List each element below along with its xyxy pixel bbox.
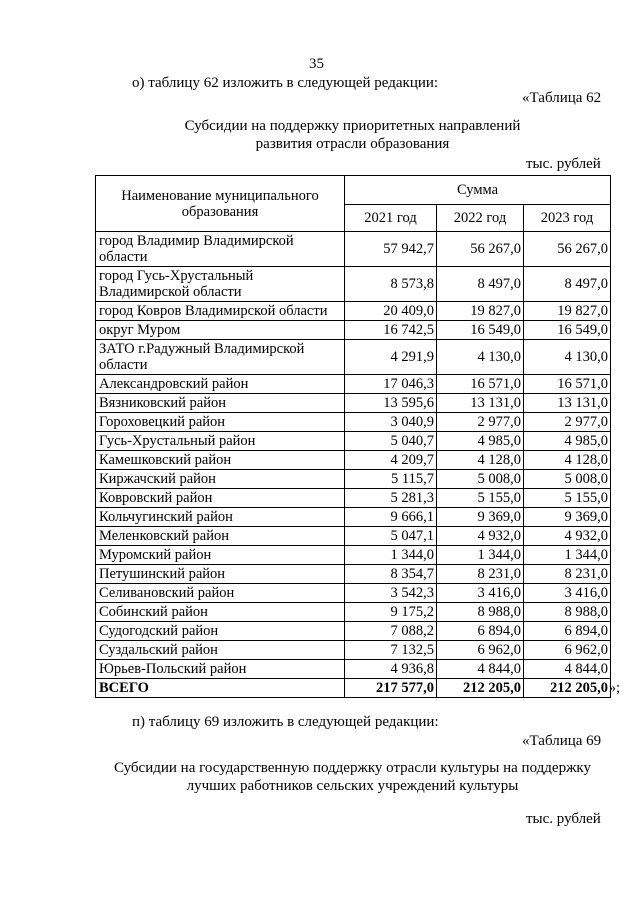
row-value-2022: 5 155,0 (437, 489, 524, 508)
row-value-2021: 5 040,7 (345, 432, 437, 451)
table-row (96, 413, 611, 432)
row-value-2023: 8 988,0 (524, 603, 611, 622)
row-value-2021: 9 666,1 (345, 508, 437, 527)
instruction-o: о) таблицу 62 изложить в следующей редакции: (132, 75, 439, 91)
table-row (96, 432, 611, 451)
row-value-2023: 4 844,0 (524, 660, 611, 679)
page-number: 35 (309, 56, 324, 72)
row-value-2022: 3 416,0 (437, 584, 524, 603)
row-value-2022: 4 128,0 (437, 451, 524, 470)
row-value-2023: 1 344,0 (524, 546, 611, 565)
header-name-col: Наименование муниципального образования (96, 176, 345, 232)
row-value-2021: 4 209,7 (345, 451, 437, 470)
row-name: город Гусь-Хрустальный Владимирской области (96, 267, 345, 302)
row-value-2021: 57 942,7 (345, 232, 437, 267)
row-value-2021: 3 040,9 (345, 413, 437, 432)
row-name: Киржачский район (96, 470, 345, 489)
row-value-2023: 5 008,0 (524, 470, 611, 489)
row-value-2022: 4 844,0 (437, 660, 524, 679)
row-value-2021: 9 175,2 (345, 603, 437, 622)
row-name: Гороховецкий район (96, 413, 345, 432)
row-value-2023: 2 977,0 (524, 413, 611, 432)
total-row (96, 679, 611, 698)
row-value-2022: 4 130,0 (437, 340, 524, 375)
row-name: Ковровский район (96, 489, 345, 508)
row-value-2023: 6 962,0 (524, 641, 611, 660)
table-row (96, 302, 611, 321)
row-value-2022: 56 267,0 (437, 232, 524, 267)
table-row (96, 641, 611, 660)
row-value-2022: 5 008,0 (437, 470, 524, 489)
row-value-2022: 16 571,0 (437, 375, 524, 394)
row-name: Камешковский район (96, 451, 345, 470)
row-name: Меленковский район (96, 527, 345, 546)
table-62-units: тыс. рублей (526, 156, 601, 172)
table-69-title-line1: Субсидии на государственную поддержку отрасли культуры на поддержку (113, 760, 592, 776)
row-value-2022: 16 549,0 (437, 321, 524, 340)
row-value-2022: 2 977,0 (437, 413, 524, 432)
row-value-2023: 8 231,0 (524, 565, 611, 584)
table-row (96, 267, 611, 302)
row-value-2023: 4 130,0 (524, 340, 611, 375)
row-value-2021: 4 291,9 (345, 340, 437, 375)
table-row (96, 470, 611, 489)
table-row (96, 565, 611, 584)
row-name: ЗАТО г.Радужный Владимирской области (96, 340, 345, 375)
row-name: Александровский район (96, 375, 345, 394)
row-name: город Ковров Владимирской области (96, 302, 345, 321)
row-value-2022: 13 131,0 (437, 394, 524, 413)
row-value-2023: 19 827,0 (524, 302, 611, 321)
row-name: Муромский район (96, 546, 345, 565)
row-name: округ Муром (96, 321, 345, 340)
row-name: Селивановский район (96, 584, 345, 603)
row-value-2022: 4 985,0 (437, 432, 524, 451)
row-value-2022: 8 497,0 (437, 267, 524, 302)
row-name: город Владимир Владимирской области (96, 232, 345, 267)
row-value-2023: 16 571,0 (524, 375, 611, 394)
row-value-2023: 9 369,0 (524, 508, 611, 527)
row-name: Собинский район (96, 603, 345, 622)
row-value-2021: 17 046,3 (345, 375, 437, 394)
table-69-label: «Таблица 69 (522, 733, 602, 749)
total-2022-text: 212 205,0 (463, 680, 521, 696)
table-row (96, 622, 611, 641)
row-value-2021: 5 281,3 (345, 489, 437, 508)
table-62-label: «Таблица 62 (522, 90, 602, 106)
table-row (96, 546, 611, 565)
row-value-2021: 3 542,3 (345, 584, 437, 603)
table-62 (95, 175, 621, 698)
row-name: Петушинский район (96, 565, 345, 584)
total-2023-text: 212 205,0 (550, 680, 609, 696)
table-62-title-line2: развития отрасли образования (255, 136, 450, 152)
row-name: Судогодский район (96, 622, 345, 641)
row-value-2023: 5 155,0 (524, 489, 611, 508)
row-value-2022: 1 344,0 (437, 546, 524, 565)
total-label-text: ВСЕГО (99, 680, 149, 696)
row-value-2022: 19 827,0 (437, 302, 524, 321)
table-row (96, 603, 611, 622)
row-value-2022: 4 932,0 (437, 527, 524, 546)
total-2022 (437, 679, 524, 698)
row-value-2023: 56 267,0 (524, 232, 611, 267)
header-year-2023: 2023 год (524, 205, 611, 232)
table-row (96, 394, 611, 413)
table-69-units: тыс. рублей (526, 811, 601, 827)
table-69-title-line2: лучших работников сельских учреждений культуры (186, 778, 519, 794)
row-name: Кольчугинский район (96, 508, 345, 527)
instruction-p: п) таблицу 69 изложить в следующей редакции: (132, 714, 439, 730)
row-value-2023: 4 932,0 (524, 527, 611, 546)
row-value-2022: 6 962,0 (437, 641, 524, 660)
row-value-2021: 4 936,8 (345, 660, 437, 679)
row-value-2023: 16 549,0 (524, 321, 611, 340)
header-year-2021: 2021 год (345, 205, 437, 232)
row-name: Суздальский район (96, 641, 345, 660)
row-value-2021: 13 595,6 (345, 394, 437, 413)
row-value-2021: 1 344,0 (345, 546, 437, 565)
table-row (96, 508, 611, 527)
row-value-2023: 8 497,0 (524, 267, 611, 302)
total-label (96, 679, 345, 698)
header-sum: Сумма (345, 176, 611, 205)
table-row (96, 451, 611, 470)
row-name: Гусь-Хрустальный район (96, 432, 345, 451)
table-row (96, 527, 611, 546)
row-value-2023: 3 416,0 (524, 584, 611, 603)
table-row (96, 321, 611, 340)
row-value-2023: 4 128,0 (524, 451, 611, 470)
row-value-2021: 7 132,5 (345, 641, 437, 660)
row-value-2023: 13 131,0 (524, 394, 611, 413)
row-value-2022: 9 369,0 (437, 508, 524, 527)
row-value-2021: 5 115,7 (345, 470, 437, 489)
table-62-title-line1: Субсидии на поддержку приоритетных направлений (184, 118, 521, 134)
table-row (96, 584, 611, 603)
table-row (96, 375, 611, 394)
row-value-2022: 6 894,0 (437, 622, 524, 641)
row-value-2022: 8 988,0 (437, 603, 524, 622)
row-value-2021: 16 742,5 (345, 321, 437, 340)
table-row (96, 340, 611, 375)
table-row (96, 489, 611, 508)
header-year-2022: 2022 год (437, 205, 524, 232)
row-value-2022: 8 231,0 (437, 565, 524, 584)
row-value-2021: 7 088,2 (345, 622, 437, 641)
row-value-2023: 4 985,0 (524, 432, 611, 451)
row-value-2023: 6 894,0 (524, 622, 611, 641)
row-name: Юрьев-Польский район (96, 660, 345, 679)
table-row (96, 232, 611, 267)
row-value-2021: 5 047,1 (345, 527, 437, 546)
row-name: Вязниковский район (96, 394, 345, 413)
total-2021 (345, 679, 437, 698)
row-value-2021: 20 409,0 (345, 302, 437, 321)
total-2021-text: 217 577,0 (376, 680, 434, 696)
total-2023 (524, 679, 621, 698)
table-row (96, 660, 611, 679)
row-value-2021: 8 354,7 (345, 565, 437, 584)
closing-quote: »; (608, 680, 621, 696)
row-value-2021: 8 573,8 (345, 267, 437, 302)
